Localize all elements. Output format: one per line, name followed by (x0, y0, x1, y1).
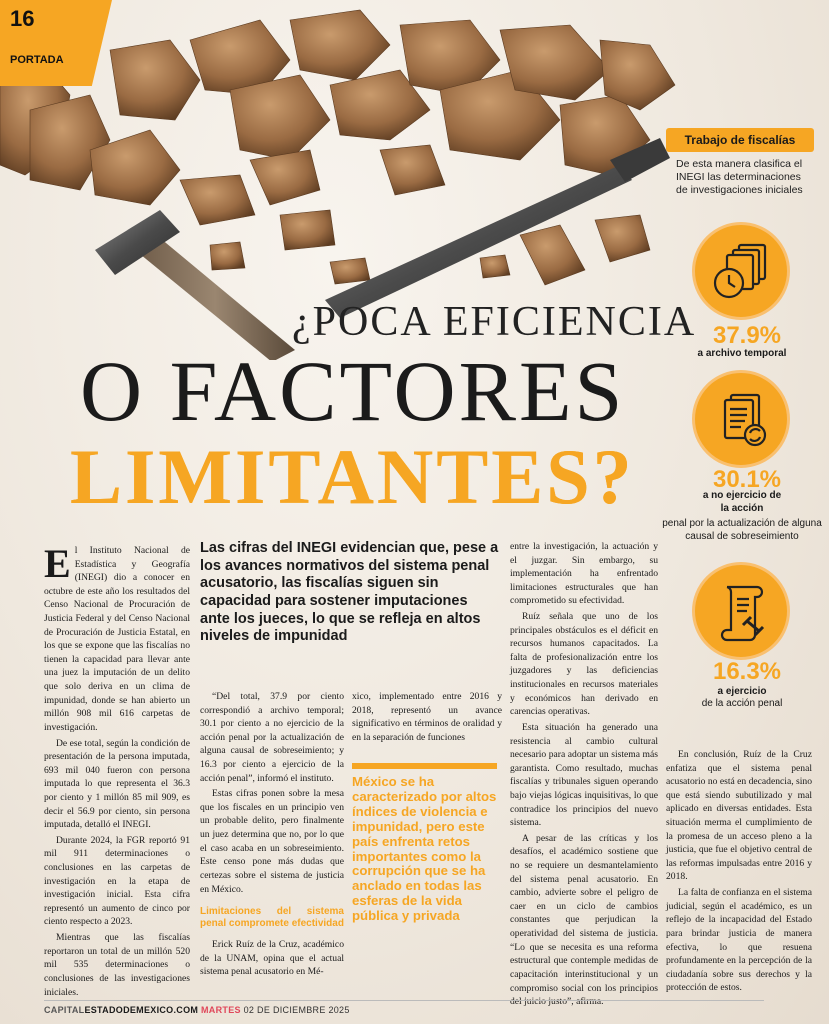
article-column-1 (44, 541, 190, 1001)
paragraph: xico, implementado entre 2016 y 2018, representó un avance significativo en términos de oralidad y en la separación de funciones (352, 691, 502, 743)
paragraph: Durante 2024, la FGR reportó 91 mil 911 determinaciones o conclusiones en las carpetas de investigación en la etapa de investigación inicial. Esta cifra representó un aumento de cinco por ciento respecto a 2023. (44, 834, 190, 928)
article-deck: Las cifras del INEGI evidencian que, pese a los avances normativos del sistema penal acusatorio, las fiscalías siguen sin capacidad para sostener imputaciones ante los jueces, lo que se refleja en altos niveles de impunidad (200, 540, 499, 645)
stat-note-3: de la acción penal (701, 698, 783, 709)
drop-cap: E (44, 541, 71, 586)
paragraph: La falta de confianza en el sistema judicial, según el académico, es un reflejo de la incapacidad del Estado para brindar justicia de manera efectiva, lo que resuena profundamente en la percepción de la ciudadanía sobre sus derechos y la protección de estos. (666, 887, 812, 994)
headline-line1: O FACTORES (80, 343, 626, 439)
paragraph: De ese total, según la condición de presentación de la persona imputada, 693 mil 040 fueron con persona imputada lo que representa el 36.3 por ciento y 1 millón 85 mil 909, es decir el 56.9 por ciento, sin persona imputada, detalló el INEGI. (44, 737, 190, 831)
paragraph: A pesar de las críticas y los desafíos, el académico sostiene que no se requiere un desmantelamiento del sistema penal acusatorio. En cambio, advierte sobre el peligro de caer en un ciclo de cambios constantes que perjudican la operatividad del sistema de justicia. “Lo que se necesita es una reforma estructural que contemple medidas de capacitación interinstitucional y un compromiso social con los principios del juicio justo”, afirma. (510, 832, 658, 1008)
footer-day: MARTES (201, 1005, 241, 1015)
pull-quote-bar (352, 763, 497, 769)
hammer (95, 210, 295, 360)
scroll-gavel-icon (695, 565, 793, 663)
section-label: PORTADA (10, 54, 64, 66)
footer-brand-b: ESTADODEMEXICO.COM (84, 1005, 199, 1015)
sidebar-subtitle: De esta manera clasifica el INEGI las determinaciones de investigaciones iniciales (676, 158, 803, 197)
stat-note-2: penal por la actualización de alguna causal de sobreseimiento (662, 518, 822, 542)
rock-pile (0, 10, 675, 285)
paragraph: En conclusión, Ruíz de la Cruz enfatiza que el sistema penal acusatorio no está en decadencia, sino que está siendo subutilizado y mal aplicado en diversas entidades. Esta situación merma el cumplimiento de la promesa de un acceso pleno a la justicia, que fue el objetivo central de las reformas impulsadas entre 2016 y 2018. (666, 749, 812, 883)
article-column-4 (510, 540, 658, 1011)
stat-circle-3 (692, 562, 790, 660)
paragraph: Ruíz señala que uno de los principales obstáculos es el déficit en recursos humanos capacitados. La falta de profesionalización entre los juzgadores y las deficiencias institucionales en recursos materiales y económicos han derivado en carencias operativas. (510, 611, 658, 718)
paragraph: Esta situación ha generado una resistencia al cambio cultural necesario para adoptar un sistema más garantista. Como resultado, muchas fiscalías y tribunales siguen operando bajo viejas lógicas inquisitivas, lo que contradice los principios del nuevo sistema. (510, 721, 658, 829)
sidebar-title: Trabajo de fiscalías (666, 128, 814, 152)
paragraph: Mientras que las fiscalías reportaron un total de un millón 520 mil 535 determinaciones o conclusiones de las investigaciones iniciales. (44, 932, 190, 998)
article-column-5 (666, 748, 812, 997)
paragraph: Erick Ruíz de la Cruz, académico de la UNAM, opina que el actual sistema penal acusatorio en Mé- (200, 939, 344, 978)
stat-percent-2: 30.1% (712, 466, 782, 493)
page-number: 16 (10, 6, 35, 31)
headline-line2: LIMITANTES? (70, 433, 635, 520)
stat-label-2: a no ejercicio de la acción (702, 490, 782, 514)
footer-date: 02 DE DICIEMBRE 2025 (243, 1005, 350, 1015)
paragraph: entre la investigación, la actuación y el juzgar. Sin embargo, su implementación ha enfrentado limitaciones estructurales que han comprometido su efectividad. (510, 541, 658, 607)
stat-circle-2 (692, 370, 790, 468)
stat-percent-3: 16.3% (712, 658, 782, 685)
paragraph: “Del total, 37.9 por ciento correspondió a archivo temporal; 30.1 por ciento a no ejercicio de la acción penal por la actualización de alguna causal de sobreseimiento; y 16.3 por ciento a ejercicio de la acción penal”, informó el instituto. (200, 691, 344, 784)
footer-brand-a: CAPITAL (44, 1005, 85, 1015)
clock-documents-icon (695, 225, 793, 323)
stat-circle-1 (692, 222, 790, 320)
headline-kicker: ¿POCA EFICIENCIA (292, 299, 697, 345)
stat-label-1: a archivo temporal (697, 348, 787, 359)
paragraph: l Instituto Nacional de Estadística y Geografía (INEGI) dio a conocer en octubre de este año los resultados del Censo Nacional de Procuración de Justicia Federal y del Censo Nacional de Procuración de Justicia Estatal, en los que se expone que las fiscalías no tienen la capacidad para llevar ante una juez la imputación de un delito que solo deriva en un clima de impunidad, donde se han abierto un millón 908 mil 616 carpetas de investigación. (44, 545, 190, 733)
article-subhead: Limitaciones del sistema penal compromete efectividad (200, 906, 344, 930)
stat-percent-1: 37.9% (712, 322, 782, 349)
pull-quote: México se ha caracterizado por altos índices de violencia e impunidad, pero este país enfrenta retos importantes como la corrupción que se ha anclado en todas las esferas de la vida pública y privada (352, 774, 497, 924)
stat-label-3: a ejercicio (717, 686, 767, 697)
article-column-3 (352, 690, 502, 746)
article-column-2 (200, 690, 344, 981)
page-footer (44, 1000, 764, 1015)
paragraph: Estas cifras ponen sobre la mesa que los fiscales en un principio ven un probable delito, pero finalmente un juez determina que no, por lo que el caso acaba en un sobreseimiento. Este censo pone más dudas que certezas sobre el sistema de justicia en México. (200, 788, 344, 895)
document-cycle-icon (695, 373, 793, 471)
